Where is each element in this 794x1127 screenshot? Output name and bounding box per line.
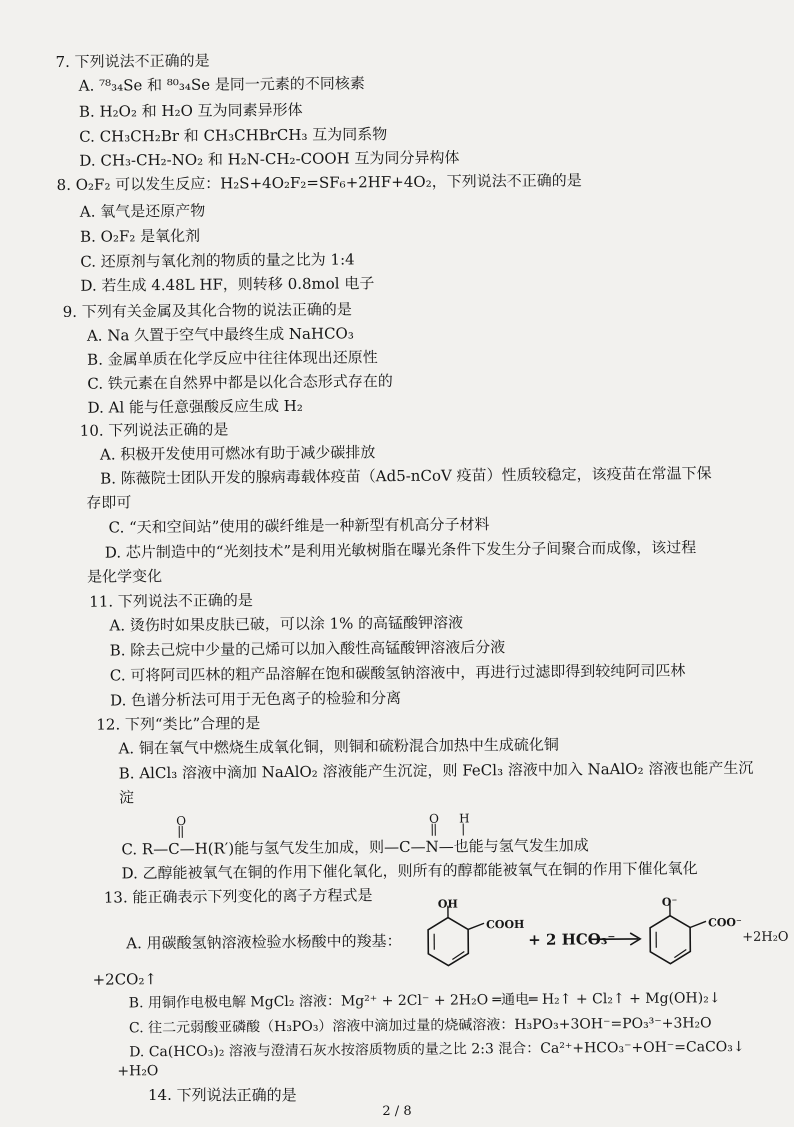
q12-c-carbonyl-o2: O: [429, 808, 439, 830]
q12-option-b-line2: 淀: [119, 786, 134, 808]
q10-option-b-line1: B. 陈薇院士团队开发的腺病毒载体疫苗（Ad5-nCoV 疫苗）性质较稳定，该疫苗在常温下保: [100, 462, 712, 489]
q13-stem: 13. 能正确表示下列变化的离子方程式是: [104, 884, 373, 908]
q13-option-c: C. 往二元弱酸亚磷酸（H₃PO₃）溶液中滴加过量的烧碱溶液：H₃PO₃+3OH⁻=PO₃³⁻+3H₂O: [129, 1012, 712, 1039]
q11-option-c: C. 可将阿司匹林的粗产品溶解在饱和碳酸氢钠溶液中，再进行过滤即得到较纯阿司匹林: [110, 660, 686, 687]
salicylate-ominus-label: O⁻: [662, 892, 678, 914]
product-water: +2H₂O: [742, 927, 789, 949]
q8-option-c: C. 还原剂与氧化剂的物质的量之比为 1:4: [80, 248, 355, 272]
q12-option-b-line1: B. AlCl₃ 溶液中滴加 NaAlO₂ 溶液能产生沉淀，则 FeCl₃ 溶液中加入 NaAlO₂ 溶液也能产生沉: [119, 757, 754, 785]
q13-option-d-line2: +H₂O: [117, 1060, 158, 1082]
q9-option-c: C. 铁元素在自然界中都是以化合态形式存在的: [87, 370, 393, 395]
q9-stem: 9. 下列有关金属及其化合物的说法正确的是: [63, 298, 352, 323]
q11-stem: 11. 下列说法不正确的是: [89, 589, 253, 612]
q12-option-a: A. 铜在氧气中燃烧生成氧化铜，则铜和硫粉混合加热中生成硫化铜: [118, 734, 559, 760]
q10-option-b-line2: 存即可: [86, 491, 131, 513]
q12-option-c-amide: —C—N—也能与氢气发生加成: [384, 836, 589, 856]
q13-option-b: B. 用铜作电极电解 MgCl₂ 溶液：Mg²⁺ + 2Cl⁻ + 2H₂O ═通电═ H₂↑ + Cl₂↑ + Mg(OH)₂↓: [129, 987, 721, 1014]
page-number: 2 / 8: [0, 1104, 794, 1119]
q8-stem: 8. O₂F₂ 可以发生反应：H₂S+4O₂F₂=SF₆+2HF+4O₂，下列说法不正确的是: [57, 169, 582, 196]
q11-option-a: A. 烫伤时如果皮肤已破，可以涂 1% 的高锰酸钾溶液: [109, 611, 463, 636]
salicylic-cooh-label: COOH: [486, 914, 525, 936]
q12-option-c-aldehyde: C. R—C—H(R′)能与氢气发生加成，则: [121, 838, 384, 858]
q12-stem: 12. 下列“类比”合理的是: [96, 712, 260, 735]
q9-option-b: B. 金属单质在化学反应中往往体现出还原性: [87, 346, 378, 371]
q11-option-d: D. 色谱分析法可用于无色离子的检验和分离: [110, 687, 401, 712]
salicylic-acid-structure: [408, 897, 519, 982]
q7-option-c: C. CH₃CH₂Br 和 CH₃CHBrCH₃ 互为同系物: [79, 123, 387, 148]
product-co2: +2CO₂↑: [92, 968, 157, 991]
q9-option-d: D. Al 能与任意强酸反应生成 H₂: [87, 395, 302, 419]
q12-c-carbonyl-o1: O: [176, 810, 186, 832]
q10-option-c: C. “天和空间站”使用的碳纤维是一种新型有机高分子材料: [108, 513, 489, 538]
q7-stem: 7. 下列说法不正确的是: [55, 50, 209, 73]
q10-option-a: A. 积极开发使用可燃冰有助于减少碳排放: [100, 441, 376, 465]
q10-option-d-line1: D. 芯片制造中的“光刻技术”是利用光敏树脂在曝光条件下发生分子间聚合而成像，该过程: [105, 536, 697, 563]
q12-option-c-text: [121, 834, 589, 860]
bicarbonate-reagent: + 2 HCO₃⁻: [528, 928, 615, 951]
q12-option-d: D. 乙醇能被氧气在铜的作用下催化氧化，则所有的醇都能被氧气在铜的作用下催化氧化: [122, 857, 698, 884]
q10-option-d-line2: 是化学变化: [87, 565, 162, 588]
q14-stem: 14. 下列说法正确的是: [148, 1084, 297, 1106]
q11-option-b: B. 除去己烷中少量的己烯可以加入酸性高锰酸钾溶液后分液: [110, 636, 506, 661]
q8-option-d: D. 若生成 4.48L HF，则转移 0.8mol 电子: [80, 272, 374, 297]
q8-option-a: A. 氧气是还原产物: [80, 200, 206, 223]
salicylate-coo-label: COO⁻: [708, 912, 742, 934]
q10-stem: 10. 下列说法正确的是: [80, 418, 229, 441]
salicylic-oh-label: OH: [438, 894, 458, 916]
q13-option-a-text: A. 用碳酸氢钠溶液检验水杨酸中的羧基：: [126, 930, 402, 954]
q7-option-b: B. H₂O₂ 和 H₂O 互为同素异形体: [79, 99, 303, 123]
q7-option-a: A. ⁷⁸₃₄Se 和 ⁸⁰₃₄Se 是同一元素的不同核素: [79, 72, 365, 96]
q8-option-b: B. O₂F₂ 是氧化剂: [80, 225, 200, 248]
q13-option-d-line1: D. Ca(HCO₃)₂ 溶液与澄清石灰水按溶质物质的量之比 2:3 混合：Ca²⁺+HCO₃⁻+OH⁻=CaCO₃↓: [129, 1036, 745, 1063]
q7-option-d: D. CH₃-CH₂-NO₂ 和 H₂N-CH₂-COOH 互为同分异构体: [79, 146, 459, 171]
q9-option-a: A. Na 久置于空气中最终生成 NaHCO₃: [87, 322, 354, 346]
salicylate-structure: [630, 895, 741, 980]
q12-c-amide-h: H: [459, 807, 470, 829]
